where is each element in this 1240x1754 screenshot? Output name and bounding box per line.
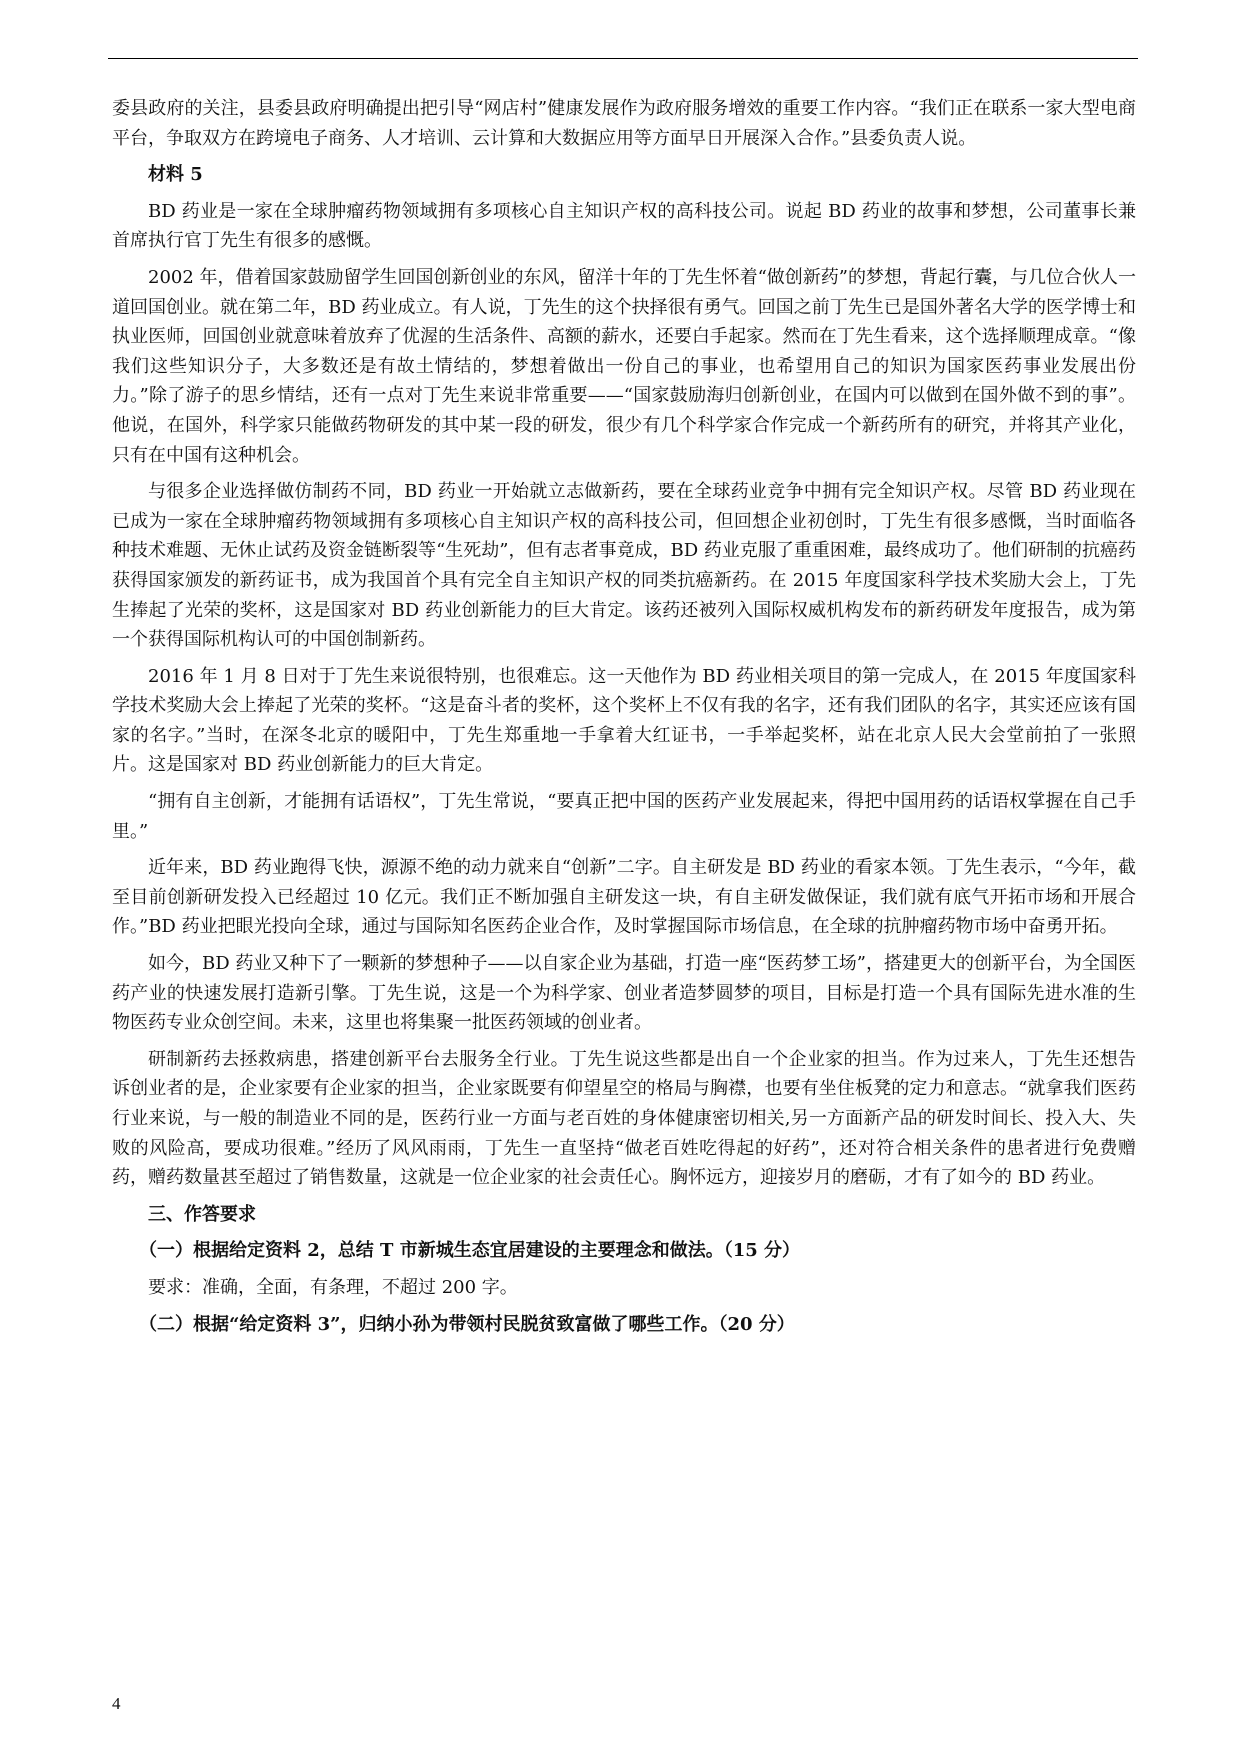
material-5-paragraph-6: 近年来，BD 药业跑得飞快，源源不绝的动力就来自“创新”二字。自主研发是 BD 药业的看家本领。丁先生表示，“今年，截至目前创新研发投入已经超过 10 亿元。我们正不断加强自主研发这一块，有自主研发做保证，我们就有底气开拓市场和开展合作。”BD 药业把眼光投向全球，通过与国际知名医药企业合作，及时掌握国际市场信息，在全球的抗肿瘤药物市场中奋勇开拓。 [112,857,1136,938]
requirements-heading: 三、作答要求 [148,1203,256,1225]
material-5-paragraph-7: 如今，BD 药业又种下了一颗新的梦想种子——以自家企业为基础，打造一座“医药梦工场”，搭建更大的创新平台，为全国医药产业的快速发展打造新引擎。丁先生说，这是一个为科学家、创业者造梦圆梦的项目，目标是打造一个具有国际先进水准的生物医药专业众创空间。未来，这里也将集聚一批医药领域的创业者。 [112,953,1136,1034]
question-1-note: 要求：准确，全面，有条理，不超过 200 字。 [148,1276,518,1298]
question-1: （一）根据给定资料 2，总结 T 市新城生态宜居建设的主要理念和做法。（15 分） [139,1240,801,1262]
continued-paragraph: 委县政府的关注，县委县政府明确提出把引导“网店村”健康发展作为政府服务增效的重要工作内容。“我们正在联系一家大型电商平台，争取双方在跨境电子商务、人才培训、云计算和大数据应用等方面早日开展深入合作。”县委负责人说。 [112,98,1136,149]
header-rule [108,58,1138,59]
material-5-paragraph-3: 与很多企业选择做仿制药不同，BD 药业一开始就立志做新药，要在全球药业竞争中拥有完全知识产权。尽管 BD 药业现在已成为一家在全球肿瘤药物领域拥有多项核心自主知识产权的高科技公司，但回想企业初创时，丁先生有很多感慨，当时面临各种技术难题、无休止试药及资金链断裂等“生死劫”，但有志者事竟成，BD 药业克服了重重困难，最终成功了。他们研制的抗癌药获得国家颁发的新药证书，成为我国首个具有完全自主知识产权的同类抗癌新药。在 2015 年度国家科学技术奖励大会上，丁先生捧起了光荣的奖杯，这是国家对 BD 药业创新能力的巨大肯定。该药还被列入国际权威机构发布的新药研发年度报告，成为第一个获得国际机构认可的中国创制新药。 [112,481,1136,651]
question-2: （二）根据“给定资料 3”，归纳小孙为带领村民脱贫致富做了哪些工作。（20 分） [139,1313,795,1335]
material-5-paragraph-4: 2016 年 1 月 8 日对于丁先生来说很特别，也很难忘。这一天他作为 BD 药业相关项目的第一完成人，在 2015 年度国家科学技术奖励大会上捧起了光荣的奖杯。“这是奋斗者的奖杯，这个奖杯上不仅有我的名字，还有我们团队的名字，其实还应该有国家的名字。”当时，在深冬北京的暖阳中，丁先生郑重地一手拿着大红证书，一手举起奖杯，站在北京人民大会堂前拍了一张照片。这是国家对 BD 药业创新能力的巨大肯定。 [112,665,1136,776]
material-5-paragraph-8: 研制新药去拯救病患，搭建创新平台去服务全行业。丁先生说这些都是出自一个企业家的担当。作为过来人，丁先生还想告诉创业者的是，企业家要有企业家的担当，企业家既要有仰望星空的格局与胸襟，也要有坐住板凳的定力和意志。“就拿我们医药行业来说，与一般的制造业不同的是，医药行业一方面与老百姓的身体健康密切相关,另一方面新产品的研发时间长、投入大、失败的风险高，要成功很难。”经历了风风雨雨，丁先生一直坚持“做老百姓吃得起的好药”，还对符合相关条件的患者进行免费赠药，赠药数量甚至超过了销售数量，这就是一位企业家的社会责任心。胸怀远方，迎接岁月的磨砺，才有了如今的 BD 药业。 [112,1048,1136,1189]
material-5-paragraph-1: BD 药业是一家在全球肿瘤药物领域拥有多项核心自主知识产权的高科技公司。说起 BD 药业的故事和梦想，公司董事长兼首席执行官丁先生有很多的感慨。 [112,200,1136,252]
page-number: 4 [112,1694,121,1713]
material-5-paragraph-5: “拥有自主创新，才能拥有话语权”，丁先生常说，“要真正把中国的医药产业发展起来，得把中国用药的话语权掌握在自己手里。” [112,791,1136,842]
document-body [112,94,1136,1346]
material-5-heading: 材料 5 [148,164,203,186]
material-5-paragraph-2: 2002 年，借着国家鼓励留学生回国创新创业的东风，留洋十年的丁先生怀着“做创新药”的梦想，背起行囊，与几位合伙人一道回国创业。就在第二年，BD 药业成立。有人说，丁先生的这个抉择很有勇气。回国之前丁先生已是国外著名大学的医学博士和执业医师，回国创业就意味着放弃了优渥的生活条件、高额的薪水，还要白手起家。然而在丁先生看来，这个选择顺理成章。“像我们这些知识分子，大多数还是有故土情结的，梦想着做出一份自己的事业，也希望用自己的知识为国家医药事业发展出份力。”除了游子的思乡情结，还有一点对丁先生来说非常重要——“国家鼓励海归创新创业，在国内可以做到在国外做不到的事”。他说，在国外，科学家只能做药物研发的其中某一段的研发，很少有几个科学家合作完成一个新药所有的研究，并将其产业化，只有在中国有这种机会。 [112,266,1136,466]
